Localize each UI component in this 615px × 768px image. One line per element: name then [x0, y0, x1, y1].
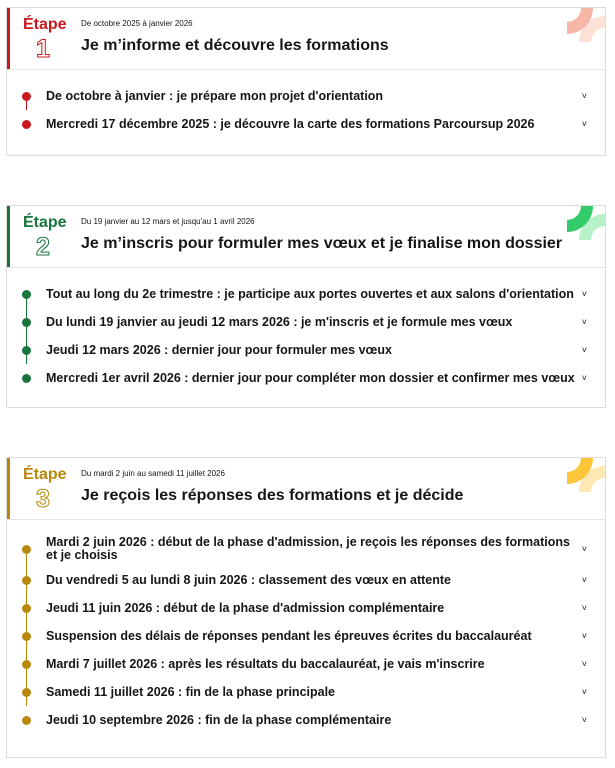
timeline-item[interactable] [7, 622, 605, 650]
timeline-dot [22, 660, 31, 669]
timeline [7, 70, 605, 138]
timeline-item-label: Mercredi 1er avril 2026 : dernier jour pour compléter mon dossier et confirmer mes vœux [46, 370, 575, 385]
timeline-item-label: Jeudi 10 septembre 2026 : fin de la phase complémentaire [46, 712, 392, 727]
step-label: Étape [23, 214, 67, 231]
timeline-dot [22, 716, 31, 725]
step-number: 2 [36, 233, 50, 261]
timeline-item[interactable] [7, 336, 605, 364]
corner-decoration-icon [549, 458, 605, 506]
chevron-down-icon[interactable]: ˅ [581, 631, 587, 641]
step-header [7, 458, 605, 520]
timeline-item[interactable] [7, 82, 605, 110]
timeline-item[interactable] [7, 532, 605, 566]
corner-decoration-icon [549, 8, 605, 56]
timeline-item-label: Du lundi 19 janvier au jeudi 12 mars 2026 : je m'inscris et je formule mes vœux [46, 314, 513, 329]
chevron-down-icon[interactable]: ˅ [581, 119, 587, 129]
timeline-item[interactable] [7, 566, 605, 594]
chevron-down-icon[interactable]: ˅ [581, 289, 587, 299]
corner-decoration-icon [549, 206, 605, 254]
timeline-dot [22, 92, 31, 101]
timeline-item[interactable] [7, 650, 605, 678]
timeline-item[interactable] [7, 594, 605, 622]
timeline-item-label: De octobre à janvier : je prépare mon projet d'orientation [46, 88, 384, 103]
timeline-dot [22, 346, 31, 355]
chevron-down-icon[interactable]: ˅ [581, 575, 587, 585]
timeline-dot [22, 120, 31, 129]
timeline-item-label: Mardi 2 juin 2026 : début de la phase d'admission, je reçois les réponses des formations et je choisis [46, 535, 570, 562]
timeline-item-label: Tout au long du 2e trimestre : je participe aux portes ouvertes et aux salons d'orientation [46, 286, 574, 301]
timeline-dot [22, 318, 31, 327]
timeline-item[interactable] [7, 308, 605, 336]
timeline-item[interactable] [7, 110, 605, 138]
step-number: 1 [36, 35, 50, 63]
step-header [7, 8, 605, 70]
timeline-item-label: Jeudi 12 mars 2026 : dernier jour pour formuler mes vœux [46, 342, 392, 357]
timeline [7, 520, 605, 734]
timeline-item[interactable] [7, 280, 605, 308]
chevron-down-icon[interactable]: ˅ [581, 91, 587, 101]
timeline-item-label: Mardi 7 juillet 2026 : après les résultats du baccalauréat, je vais m'inscrire [46, 656, 485, 671]
chevron-down-icon[interactable]: ˅ [581, 544, 587, 554]
timeline-dot [22, 604, 31, 613]
step-card-1 [6, 7, 606, 156]
timeline-item[interactable] [7, 364, 605, 392]
chevron-down-icon[interactable]: ˅ [581, 373, 587, 383]
timeline-item-label: Mercredi 17 décembre 2025 : je découvre la carte des formations Parcoursup 2026 [46, 116, 535, 131]
step-header [7, 206, 605, 268]
timeline-dot [22, 688, 31, 697]
timeline-item[interactable] [7, 706, 605, 734]
chevron-down-icon[interactable]: ˅ [581, 687, 587, 697]
timeline [7, 268, 605, 392]
timeline-item-label: Du vendredi 5 au lundi 8 juin 2026 : classement des vœux en attente [46, 572, 451, 587]
chevron-down-icon[interactable]: ˅ [581, 715, 587, 725]
chevron-down-icon[interactable]: ˅ [581, 659, 587, 669]
timeline-dot [22, 374, 31, 383]
timeline-dot [22, 632, 31, 641]
timeline-item-label: Jeudi 11 juin 2026 : début de la phase d'admission complémentaire [46, 600, 445, 615]
step-date-range: Du mardi 2 juin au samedi 11 juillet 2026 [81, 469, 225, 478]
timeline-dot [22, 290, 31, 299]
timeline-item-label: Suspension des délais de réponses pendant les épreuves écrites du baccalauréat [46, 628, 532, 643]
step-label: Étape [23, 466, 67, 483]
step-date-range: Du 19 janvier au 12 mars et jusqu'au 1 avril 2026 [81, 217, 255, 226]
step-label: Étape [23, 16, 67, 33]
timeline-dot [22, 576, 31, 585]
step-card-3 [6, 457, 606, 758]
chevron-down-icon[interactable]: ˅ [581, 345, 587, 355]
step-card-2 [6, 205, 606, 408]
timeline-item-label: Samedi 11 juillet 2026 : fin de la phase principale [46, 684, 336, 699]
step-title: Je m’inscris pour formuler mes vœux et je finalise mon dossier [81, 235, 563, 252]
chevron-down-icon[interactable]: ˅ [581, 317, 587, 327]
timeline-dot [22, 545, 31, 554]
step-title: Je reçois les réponses des formations et je décide [81, 487, 464, 504]
timeline-item[interactable] [7, 678, 605, 706]
step-number: 3 [36, 485, 50, 513]
chevron-down-icon[interactable]: ˅ [581, 603, 587, 613]
step-title: Je m’informe et découvre les formations [81, 37, 389, 54]
step-date-range: De octobre 2025 à janvier 2026 [81, 19, 193, 28]
